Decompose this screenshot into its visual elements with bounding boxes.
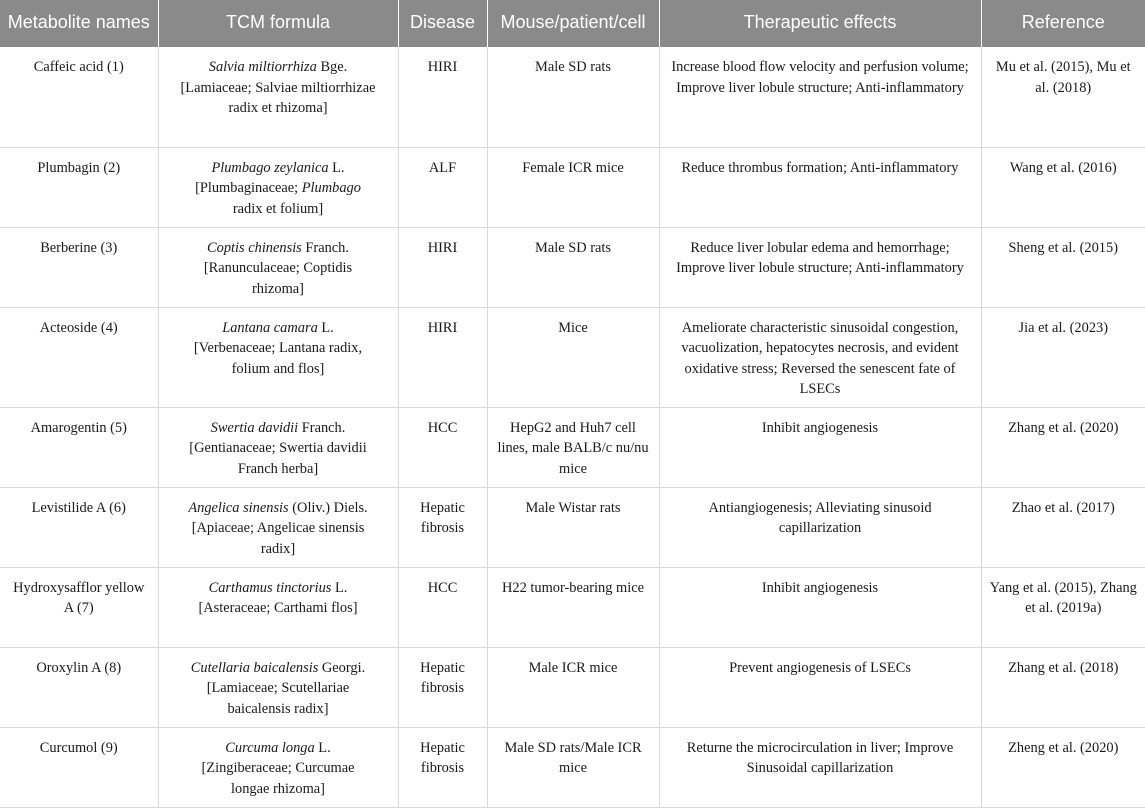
cell-tcm-formula (158, 307, 398, 407)
cell-reference: Wang et al. (2016) (981, 147, 1145, 227)
tcm-author: L. (314, 739, 331, 756)
tcm-author: Franch. (298, 419, 346, 436)
cell-reference: Zhao et al. (2017) (981, 487, 1145, 567)
cell-reference: Zhang et al. (2020) (981, 407, 1145, 487)
cell-metabolite: Plumbagin (2) (0, 147, 158, 227)
tcm-author: Franch. (301, 239, 349, 256)
tcm-species: Curcuma longa (225, 739, 315, 756)
table-row (0, 227, 1145, 307)
table-row (0, 307, 1145, 407)
tcm-part: radix] (260, 540, 296, 557)
tcm-family: [Verbenaceae; Lantana radix, (193, 340, 363, 356)
table-row (0, 407, 1145, 487)
header-reference: Reference (981, 0, 1145, 47)
cell-tcm-formula (158, 407, 398, 487)
cell-disease: Hepatic fibrosis (398, 727, 487, 807)
header-model: Mouse/patient/cell (487, 0, 659, 47)
tcm-species: Plumbago zeylanica (211, 159, 329, 176)
tcm-species: Angelica sinensis (188, 499, 289, 516)
table-row (0, 47, 1145, 147)
table-row (0, 147, 1145, 227)
tcm-family: [Apiaceae; Angelicae sinensis (191, 520, 365, 536)
tcm-genus: Plumbago (301, 180, 361, 196)
cell-tcm-formula (158, 147, 398, 227)
cell-model: Male SD rats (487, 227, 659, 307)
tcm-species: Lantana camara (222, 319, 318, 336)
tcm-part: radix et rhizoma] (228, 100, 328, 116)
tcm-author: L. (331, 579, 348, 596)
tcm-author: Georgi. (318, 659, 366, 676)
cell-effects: Increase blood flow velocity and perfusion volume; Improve liver lobule structure; Anti-inflammatory (659, 47, 981, 147)
cell-disease: ALF (398, 147, 487, 227)
table-header-row (0, 0, 1145, 47)
cell-model: Female ICR mice (487, 147, 659, 227)
tcm-part: Franch herba] (237, 460, 319, 477)
tcm-author: L. (317, 319, 334, 336)
cell-tcm-formula (158, 487, 398, 567)
table-row (0, 487, 1145, 567)
cell-reference: Yang et al. (2015), Zhang et al. (2019a) (981, 567, 1145, 647)
cell-model: Mice (487, 307, 659, 407)
cell-tcm-formula (158, 727, 398, 807)
tcm-author: L. (328, 159, 345, 176)
cell-model: Male Wistar rats (487, 487, 659, 567)
tcm-family: [Asteraceae; Carthami flos] (198, 600, 358, 616)
tcm-species: Cutellaria baicalensis (190, 659, 319, 676)
cell-metabolite: Caffeic acid (1) (0, 47, 158, 147)
cell-effects: Inhibit angiogenesis (659, 567, 981, 647)
cell-metabolite: Hydroxysafflor yellow A (7) (0, 567, 158, 647)
cell-effects: Ameliorate characteristic sinusoidal congestion, vacuolization, hepatocytes necrosis, and evident oxidative stress; Reversed the senescent fate of LSECs (659, 307, 981, 407)
tcm-family: [Lamiaceae; Scutellariae (206, 680, 350, 696)
tcm-family: [Plumbaginaceae; (195, 180, 302, 196)
cell-effects: Prevent angiogenesis of LSECs (659, 647, 981, 727)
tcm-family: [Gentianaceae; Swertia davidii (189, 440, 367, 456)
cell-reference: Zheng et al. (2020) (981, 727, 1145, 807)
cell-reference: Jia et al. (2023) (981, 307, 1145, 407)
tcm-part: folium and flos] (231, 360, 325, 377)
tcm-part: baicalensis radix] (227, 700, 329, 717)
tcm-part: rhizoma] (252, 280, 304, 297)
cell-tcm-formula (158, 567, 398, 647)
cell-disease: Hepatic fibrosis (398, 647, 487, 727)
tcm-species: Swertia davidii (210, 419, 299, 436)
cell-tcm-formula (158, 47, 398, 147)
tcm-species: Carthamus tinctorius (208, 579, 332, 596)
cell-effects: Reduce liver lobular edema and hemorrhage; Improve liver lobule structure; Anti-inflammatory (659, 227, 981, 307)
tcm-author: Bge. (316, 59, 348, 75)
cell-metabolite: Curcumol (9) (0, 727, 158, 807)
header-metabolite: Metabolite names (0, 0, 158, 47)
cell-model: HepG2 and Huh7 cell lines, male BALB/c nu/nu mice (487, 407, 659, 487)
tcm-part: radix et folium] (232, 200, 324, 217)
tcm-species: Coptis chinensis (207, 239, 302, 256)
cell-metabolite: Amarogentin (5) (0, 407, 158, 487)
table-row (0, 727, 1145, 807)
cell-model: Male SD rats/Male ICR mice (487, 727, 659, 807)
cell-reference: Sheng et al. (2015) (981, 227, 1145, 307)
cell-metabolite: Berberine (3) (0, 227, 158, 307)
cell-effects: Reduce thrombus formation; Anti-inflammatory (659, 147, 981, 227)
cell-disease: Hepatic fibrosis (398, 487, 487, 567)
header-disease: Disease (398, 0, 487, 47)
cell-model: Male ICR mice (487, 647, 659, 727)
cell-metabolite: Acteoside (4) (0, 307, 158, 407)
cell-effects: Returne the microcirculation in liver; Improve Sinusoidal capillarization (659, 727, 981, 807)
cell-tcm-formula (158, 647, 398, 727)
cell-disease: HCC (398, 567, 487, 647)
cell-reference: Zhang et al. (2018) (981, 647, 1145, 727)
cell-disease: HCC (398, 407, 487, 487)
table-row (0, 567, 1145, 647)
cell-disease: HIRI (398, 227, 487, 307)
header-therapeutic-effects: Therapeutic effects (659, 0, 981, 47)
tcm-species: Salvia miltiorrhiza (208, 59, 317, 75)
tcm-family: [Lamiaceae; Salviae miltiorrhizae (180, 79, 376, 96)
cell-model: Male SD rats (487, 47, 659, 147)
tcm-family: [Zingiberaceae; Curcumae (201, 760, 355, 776)
cell-effects: Antiangiogenesis; Alleviating sinusoid capillarization (659, 487, 981, 567)
cell-effects: Inhibit angiogenesis (659, 407, 981, 487)
cell-metabolite: Levistilide A (6) (0, 487, 158, 567)
tcm-family: [Ranunculaceae; Coptidis (203, 260, 353, 276)
cell-reference: Mu et al. (2015), Mu et al. (2018) (981, 47, 1145, 147)
cell-disease: HIRI (398, 47, 487, 147)
cell-metabolite: Oroxylin A (8) (0, 647, 158, 727)
cell-tcm-formula (158, 227, 398, 307)
cell-model: H22 tumor-bearing mice (487, 567, 659, 647)
header-tcm-formula: TCM formula (158, 0, 398, 47)
tcm-part: longae rhizoma] (231, 780, 325, 797)
cell-disease: HIRI (398, 307, 487, 407)
table-row (0, 647, 1145, 727)
tcm-author: (Oliv.) Diels. (288, 499, 368, 516)
